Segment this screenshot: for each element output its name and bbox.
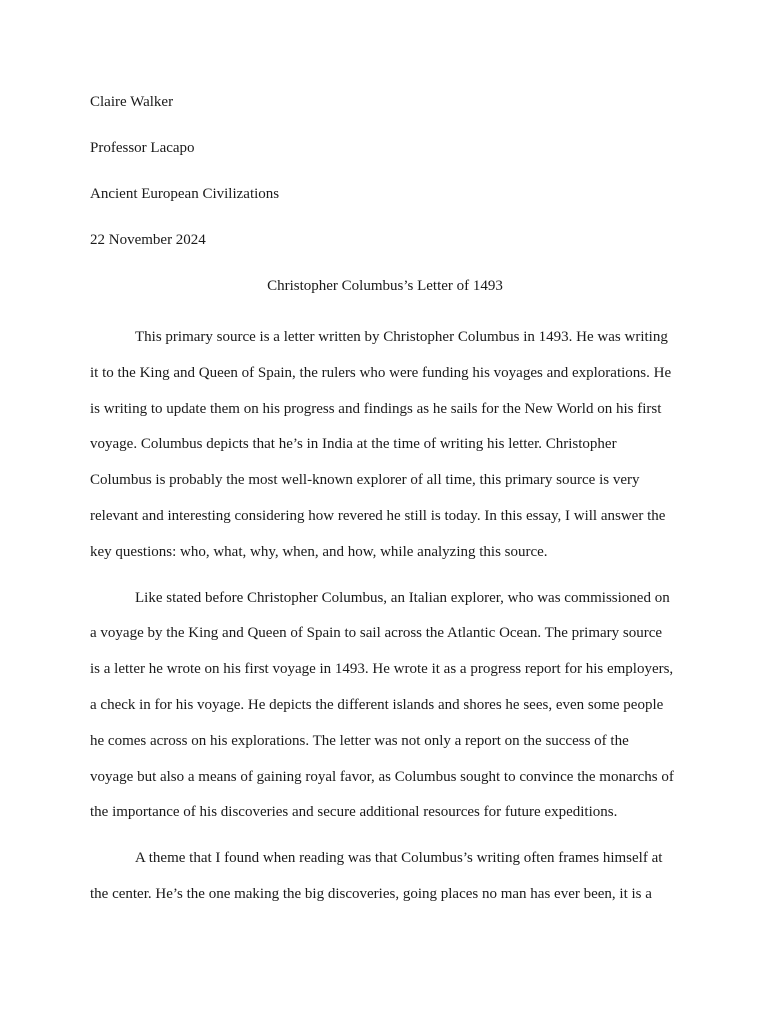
text-line: is writing to update them on his progress and findings as he sails for the New World on his first <box>90 400 662 417</box>
text-line: Columbus is probably the most well-known explorer of all time, this primary source is very <box>90 472 640 489</box>
text-line: key questions: who, what, why, when, and how, while analyzing this source. <box>90 543 548 560</box>
text-line: he comes across on his explorations. The letter was not only a report on the success of the <box>90 732 629 749</box>
paragraph-2 <box>90 581 680 832</box>
text-line: voyage but also a means of gaining royal favor, as Columbus sought to convince the monarchs of <box>90 768 674 785</box>
text-line: a voyage by the King and Queen of Spain to sail across the Atlantic Ocean. The primary source <box>90 625 663 642</box>
text-line: it to the King and Queen of Spain, the rulers who were funding his voyages and explorations. He <box>90 364 672 381</box>
text-line: A theme that I found when reading was that Columbus’s writing often frames himself at <box>135 850 663 867</box>
document-date: 22 November 2024 <box>90 232 206 248</box>
text-line: Like stated before Christopher Columbus, an Italian explorer, who was commissioned on <box>135 589 670 606</box>
text-line: voyage. Columbus depicts that he’s in India at the time of writing his letter. Christopher <box>90 436 617 453</box>
text-line: relevant and interesting considering how revered he still is today. In this essay, I will answer the <box>90 507 666 524</box>
text-line: the center. He’s the one making the big discoveries, going places no man has ever been, it is a <box>90 885 652 902</box>
paragraph-1 <box>90 320 680 571</box>
text-line: This primary source is a letter written by Christopher Columbus in 1493. He was writing <box>135 329 668 345</box>
essay-title: Christopher Columbus’s Letter of 1493 <box>267 278 503 294</box>
student-name: Claire Walker <box>90 94 174 110</box>
paragraph-3 <box>90 841 680 913</box>
text-line: is a letter he wrote on his first voyage in 1493. He wrote it as a progress report for his employers, <box>90 661 674 678</box>
course-name: Ancient European Civilizations <box>90 186 280 202</box>
text-line: the importance of his discoveries and secure additional resources for future expeditions. <box>90 804 618 821</box>
document-body <box>90 90 680 923</box>
text-line: a check in for his voyage. He depicts the different islands and shores he sees, even some people <box>90 696 664 713</box>
professor-name: Professor Lacapo <box>90 140 195 156</box>
